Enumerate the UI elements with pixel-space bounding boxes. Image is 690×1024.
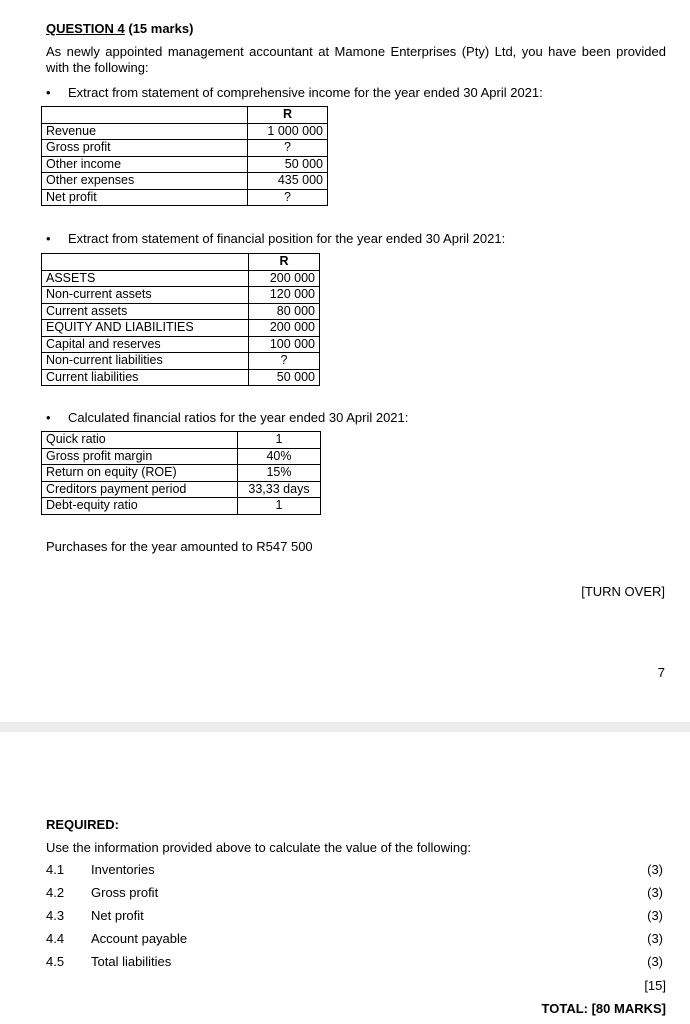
financial-position-caption: Extract from statement of financial position for the year ended 30 April 2021: xyxy=(68,231,506,246)
row-value: 1 000 000 xyxy=(248,123,328,140)
table-header-row xyxy=(42,254,320,271)
table-row xyxy=(42,303,320,320)
item-marks: (3) xyxy=(647,862,663,877)
table-row xyxy=(42,498,321,515)
row-value: 33,33 days xyxy=(238,481,321,498)
bullet-icon: • xyxy=(46,410,51,425)
table-row xyxy=(42,140,328,157)
required-instruction: Use the information provided above to calculate the value of the following: xyxy=(46,840,471,855)
row-value: 200 000 xyxy=(249,320,320,337)
row-value: 40% xyxy=(238,448,321,465)
list-item xyxy=(46,908,666,926)
table-row xyxy=(42,156,328,173)
row-label: Return on equity (ROE) xyxy=(42,465,238,482)
list-item xyxy=(46,954,666,972)
bullet-icon: • xyxy=(46,85,51,100)
item-marks: (3) xyxy=(647,931,663,946)
row-label: Creditors payment period xyxy=(42,481,238,498)
row-label: Non-current liabilities xyxy=(42,353,249,370)
row-value: 1 xyxy=(238,432,321,449)
ratios-caption: Calculated financial ratios for the year ended 30 April 2021: xyxy=(68,410,409,425)
row-value: 100 000 xyxy=(249,336,320,353)
row-value: 80 000 xyxy=(249,303,320,320)
question-subtotal: [15] xyxy=(644,978,666,993)
currency-header: R xyxy=(249,254,320,271)
table-row xyxy=(42,123,328,140)
table-header-cell xyxy=(42,254,249,271)
item-label: Net profit xyxy=(91,908,144,923)
page-number: 7 xyxy=(657,665,665,680)
row-label: Current liabilities xyxy=(42,369,249,386)
row-value: ? xyxy=(248,140,328,157)
item-label: Gross profit xyxy=(91,885,159,900)
row-label: Current assets xyxy=(42,303,249,320)
question-number: QUESTION 4 xyxy=(46,21,125,36)
income-statement-bullet xyxy=(46,85,543,100)
item-label: Total liabilities xyxy=(91,954,172,969)
item-number: 4.1 xyxy=(46,862,65,877)
bullet-icon: • xyxy=(46,231,51,246)
row-label: Revenue xyxy=(42,123,248,140)
item-number: 4.5 xyxy=(46,954,65,969)
required-heading: REQUIRED: xyxy=(46,817,119,832)
question-title xyxy=(46,21,193,36)
table-row xyxy=(42,270,320,287)
table-row xyxy=(42,465,321,482)
item-number: 4.4 xyxy=(46,931,65,946)
turn-over-label: [TURN OVER] xyxy=(581,584,665,599)
item-label: Account payable xyxy=(91,931,188,946)
table-header-cell xyxy=(42,107,248,124)
page-separator xyxy=(0,722,690,732)
row-value: ? xyxy=(249,353,320,370)
income-statement-table xyxy=(41,106,328,206)
item-label: Inventories xyxy=(91,862,155,877)
row-value: 1 xyxy=(238,498,321,515)
list-item xyxy=(46,885,666,903)
table-header-row xyxy=(42,107,328,124)
table-row xyxy=(42,173,328,190)
row-value: 435 000 xyxy=(248,173,328,190)
table-row xyxy=(42,369,320,386)
table-row xyxy=(42,353,320,370)
row-label: Gross profit margin xyxy=(42,448,238,465)
currency-header: R xyxy=(248,107,328,124)
table-row xyxy=(42,481,321,498)
row-value: ? xyxy=(248,189,328,206)
row-value: 200 000 xyxy=(249,270,320,287)
row-label: Capital and reserves xyxy=(42,336,249,353)
row-label: Gross profit xyxy=(42,140,248,157)
list-item xyxy=(46,862,666,880)
item-number: 4.2 xyxy=(46,885,65,900)
list-item xyxy=(46,931,666,949)
income-statement-caption: Extract from statement of comprehensive income for the year ended 30 April 2021: xyxy=(68,85,543,100)
item-number: 4.3 xyxy=(46,908,65,923)
page-8 xyxy=(0,732,690,1024)
row-label: Other income xyxy=(42,156,248,173)
item-marks: (3) xyxy=(647,908,663,923)
table-row xyxy=(42,287,320,304)
ratios-table xyxy=(41,431,321,515)
table-row xyxy=(42,189,328,206)
financial-position-table xyxy=(41,253,320,386)
row-label: EQUITY AND LIABILITIES xyxy=(42,320,249,337)
row-label: Other expenses xyxy=(42,173,248,190)
question-marks: (15 marks) xyxy=(124,21,194,36)
purchases-note: Purchases for the year amounted to R547 500 xyxy=(46,539,313,554)
table-row xyxy=(42,448,321,465)
table-row xyxy=(42,336,320,353)
row-label: Quick ratio xyxy=(42,432,238,449)
table-row xyxy=(42,320,320,337)
row-value: 120 000 xyxy=(249,287,320,304)
question-intro: As newly appointed management accountant at Mamone Enterprises (Pty) Ltd, you have been provided with the following: xyxy=(46,44,666,75)
ratios-bullet xyxy=(46,410,408,425)
financial-position-bullet xyxy=(46,231,505,246)
row-value: 50 000 xyxy=(248,156,328,173)
row-label: ASSETS xyxy=(42,270,249,287)
row-label: Non-current assets xyxy=(42,287,249,304)
row-label: Net profit xyxy=(42,189,248,206)
row-value: 50 000 xyxy=(249,369,320,386)
paper-total: TOTAL: [80 MARKS] xyxy=(541,1001,666,1016)
item-marks: (3) xyxy=(647,885,663,900)
row-value: 15% xyxy=(238,465,321,482)
item-marks: (3) xyxy=(647,954,663,969)
table-row xyxy=(42,432,321,449)
row-label: Debt-equity ratio xyxy=(42,498,238,515)
